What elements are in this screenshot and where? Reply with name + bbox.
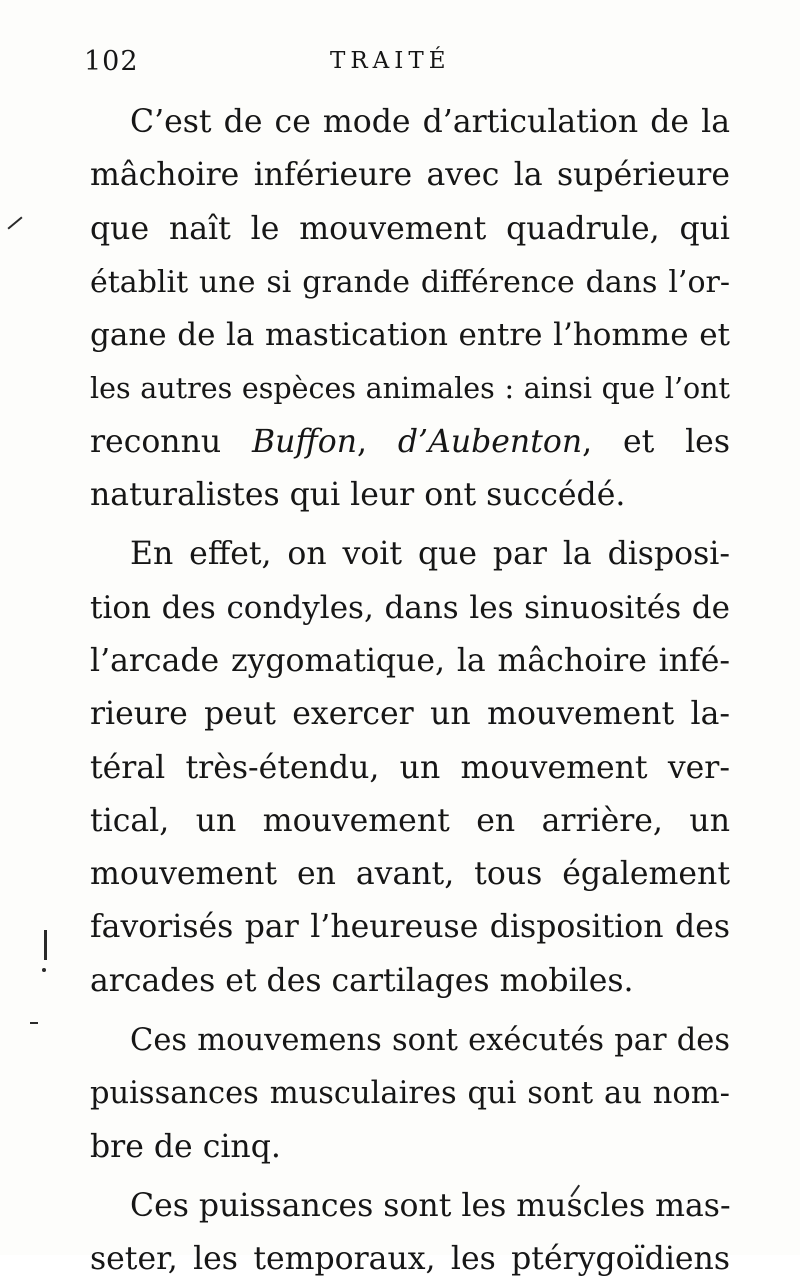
text-line: bre de cinq. <box>90 1128 281 1165</box>
text-line: puissances musculaires qui sont au nom- <box>90 1076 730 1112</box>
author-name-buffon: Buffon <box>252 423 358 460</box>
scan-mark <box>42 968 46 972</box>
text-line-with-names <box>90 416 730 469</box>
text-line: seter, les temporaux, les ptérygoïdiens <box>90 1241 730 1278</box>
text-line: tion des condyles, dans les sinuosités de <box>90 589 730 626</box>
text-line: rieure peut exercer un mouvement la- <box>90 696 730 733</box>
text-line: arcades et des cartilages mobiles. <box>90 962 634 999</box>
running-title: TRAITÉ <box>330 48 451 74</box>
text-line: tical, un mouvement en arrière, un <box>90 802 730 839</box>
scan-mark <box>30 1022 38 1024</box>
text-line: mouvement en avant, tous également <box>90 856 730 893</box>
text-fragment: , <box>357 423 398 460</box>
text-line: l’arcade zygomatique, la mâchoire infé- <box>90 642 730 679</box>
running-head <box>84 46 724 80</box>
text-line: naturalistes qui leur ont succédé. <box>90 477 626 514</box>
text-line: favorisés par l’heureuse disposition des <box>90 909 730 946</box>
text-line: mâchoire inférieure avec la supérieure <box>90 157 730 194</box>
text-line: Ces mouvemens sont exécutés par des <box>130 1023 730 1059</box>
text-line: Ces puissances sont les muscles mas- <box>130 1187 731 1224</box>
page-number: 102 <box>84 46 139 77</box>
text-line: établit une si grande différence dans l’or- <box>90 264 730 300</box>
text-line: les autres espèces animales : ainsi que l’ont <box>90 372 730 406</box>
scan-mark <box>7 216 22 229</box>
text-fragment: , et les <box>582 423 730 460</box>
body-text <box>90 96 730 1287</box>
scan-mark <box>44 930 47 960</box>
text-line: gane de la mastication entre l’homme et <box>90 317 730 354</box>
text-line: que naît le mouvement quadrule, qui <box>90 210 730 247</box>
text-line: téral très-étendu, un mouvement ver- <box>90 749 730 786</box>
text-line: En effet, on voit que par la disposi- <box>130 536 730 573</box>
text-fragment: reconnu <box>90 423 253 460</box>
text-line: C’est de ce mode d’articulation de la <box>130 104 730 140</box>
author-name-daubenton: d’Aubenton <box>397 423 583 460</box>
